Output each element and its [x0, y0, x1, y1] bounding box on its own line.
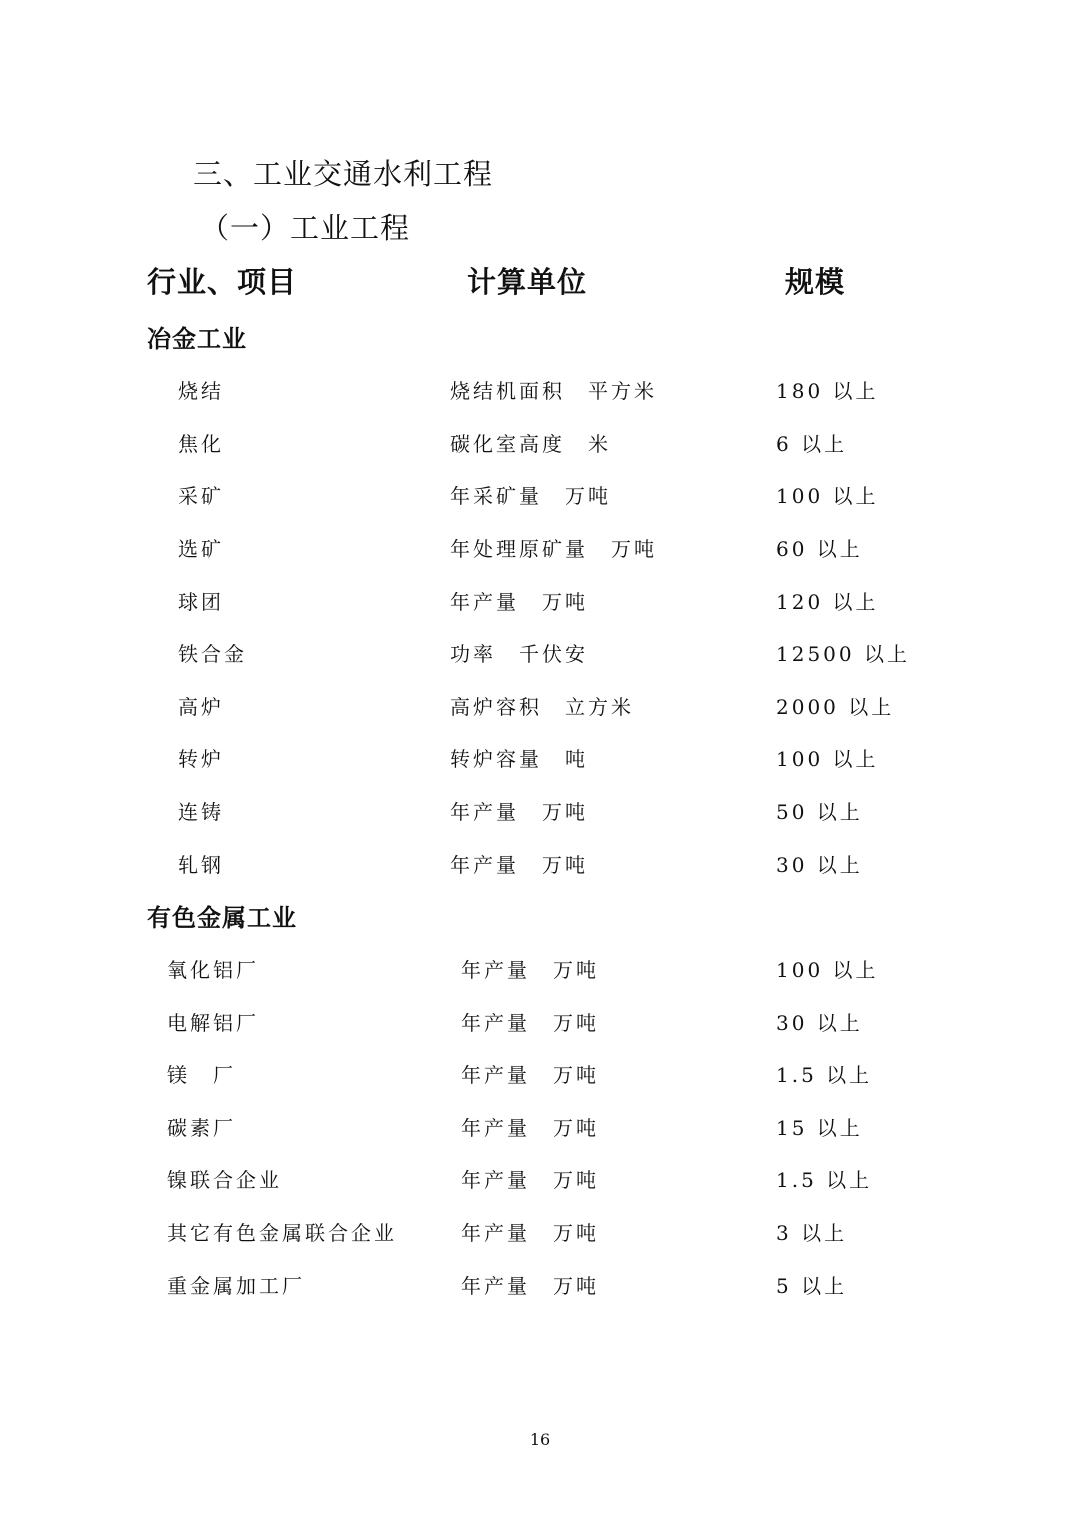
table-cell-item: 镍联合企业 [167, 1168, 282, 1192]
table-cell-scale: 100 以上 [776, 958, 879, 982]
table-cell-scale: 6 以上 [776, 432, 848, 456]
table-cell-unit: 年产量 万吨 [461, 1063, 599, 1087]
table-cell-unit: 年采矿量 万吨 [450, 484, 611, 508]
subsection-heading: （一）工业工程 [200, 211, 411, 245]
table-cell-item: 球团 [178, 590, 224, 614]
table-cell-scale: 100 以上 [776, 484, 879, 508]
column-header-unit: 计算单位 [467, 265, 588, 299]
table-cell-item: 重金属加工厂 [167, 1274, 305, 1298]
table-cell-unit: 年产量 万吨 [461, 1168, 599, 1192]
table-cell-item: 碳素厂 [167, 1116, 236, 1140]
table-cell-unit: 年产量 万吨 [450, 800, 588, 824]
table-cell-unit: 转炉容量 吨 [450, 747, 588, 771]
page-number: 16 [529, 1430, 551, 1449]
table-cell-unit: 年产量 万吨 [461, 958, 599, 982]
table-cell-unit: 年产量 万吨 [461, 1116, 599, 1140]
table-cell-scale: 50 以上 [776, 800, 863, 824]
table-cell-scale: 120 以上 [776, 590, 879, 614]
section-heading: 三、工业交通水利工程 [193, 157, 494, 191]
table-cell-item: 转炉 [178, 747, 224, 771]
table-cell-item: 烧结 [178, 379, 224, 403]
table-cell-unit: 年产量 万吨 [461, 1221, 599, 1245]
table-cell-scale: 3 以上 [776, 1221, 848, 1245]
table-cell-unit: 年产量 万吨 [450, 853, 588, 877]
table-cell-item: 其它有色金属联合企业 [167, 1221, 397, 1245]
table-cell-item: 连铸 [178, 800, 224, 824]
table-cell-unit: 高炉容积 立方米 [450, 695, 634, 719]
table-cell-scale: 15 以上 [776, 1116, 863, 1140]
table-cell-scale: 5 以上 [776, 1274, 848, 1298]
table-cell-scale: 30 以上 [776, 1011, 863, 1035]
table-cell-item: 高炉 [178, 695, 224, 719]
table-cell-scale: 60 以上 [776, 537, 863, 561]
table-cell-unit: 碳化室高度 米 [450, 432, 611, 456]
table-cell-unit: 功率 千伏安 [450, 642, 588, 666]
column-header-industry: 行业、项目 [147, 265, 298, 299]
table-cell-unit: 年产量 万吨 [450, 590, 588, 614]
table-cell-scale: 180 以上 [776, 379, 879, 403]
table-cell-item: 氧化铝厂 [167, 958, 259, 982]
table-cell-item: 轧钢 [178, 853, 224, 877]
category-title-metallurgy: 冶金工业 [147, 325, 247, 353]
table-cell-scale: 100 以上 [776, 747, 879, 771]
table-cell-item: 镁 厂 [167, 1063, 236, 1087]
table-cell-item: 选矿 [178, 537, 224, 561]
category-title-nonferrous: 有色金属工业 [147, 904, 297, 932]
table-cell-scale: 12500 以上 [776, 642, 910, 666]
table-cell-item: 电解铝厂 [167, 1011, 259, 1035]
table-cell-item: 采矿 [178, 484, 224, 508]
table-cell-unit: 年处理原矿量 万吨 [450, 537, 657, 561]
table-cell-unit: 烧结机面积 平方米 [450, 379, 657, 403]
table-cell-item: 焦化 [178, 432, 224, 456]
table-cell-scale: 30 以上 [776, 853, 863, 877]
table-cell-scale: 1.5 以上 [776, 1063, 873, 1087]
table-cell-unit: 年产量 万吨 [461, 1011, 599, 1035]
table-cell-unit: 年产量 万吨 [461, 1274, 599, 1298]
table-cell-scale: 1.5 以上 [776, 1168, 873, 1192]
column-header-scale: 规模 [785, 265, 846, 299]
table-cell-item: 铁合金 [178, 642, 247, 666]
table-cell-scale: 2000 以上 [776, 695, 895, 719]
